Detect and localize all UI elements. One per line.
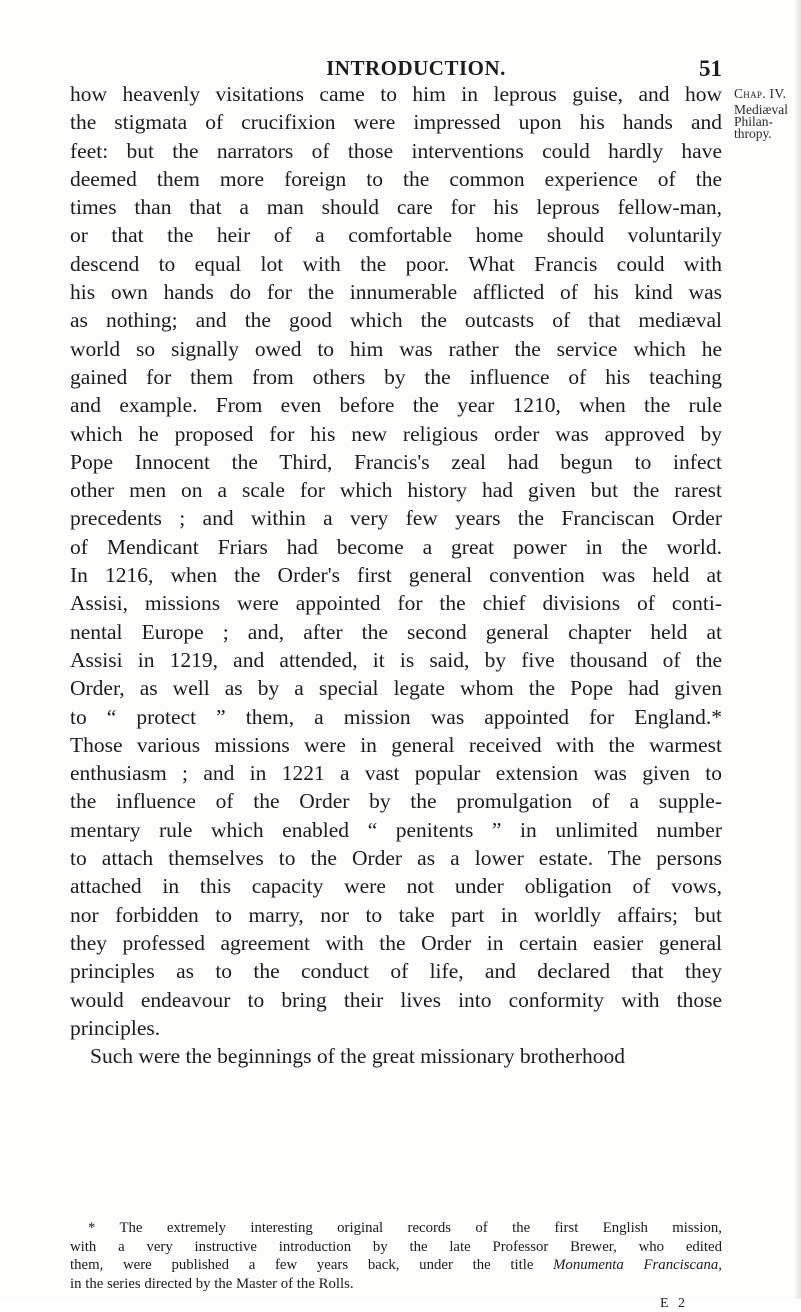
- margin-note: [734, 88, 796, 140]
- running-head-title: INTRODUCTION.: [326, 56, 506, 80]
- text-line: descend to equal lot with the poor. What Francis could with: [70, 251, 722, 276]
- text-line: Assisi, missions were appointed for the chief divisions of conti-: [70, 591, 722, 616]
- text-line: which he proposed for his new religious order was approved by: [70, 421, 722, 446]
- text-line: his own hands do for the innumerable afflicted of his kind was: [70, 280, 722, 305]
- footnote: [70, 1219, 722, 1293]
- text-line: and example. From even before the year 1210, when the rule: [70, 393, 722, 418]
- text-line: or that the heir of a comfortable home should voluntarily: [70, 223, 722, 248]
- text-line: nental Europe ; and, after the second general chapter held at: [70, 619, 722, 644]
- text-line: of Mendicant Friars had become a great power in the world.: [70, 534, 722, 559]
- text-line: mentary rule which enabled “ penitents ” in unlimited number: [70, 817, 722, 842]
- text-line: attached in this capacity were not under obligation of vows,: [70, 874, 722, 899]
- text-line: deemed them more foreign to the common experience of the: [70, 166, 722, 191]
- signature-mark: E 2: [660, 1296, 689, 1311]
- text-line: nor forbidden to marry, nor to take part in worldly affairs; but: [70, 902, 722, 927]
- footnote-text: them, were published a few years back, under the title: [70, 1257, 554, 1273]
- text-line: enthusiasm ; and in 1221 a vast popular extension was given to: [70, 761, 722, 786]
- margin-note-line: Philan-: [734, 114, 773, 129]
- text-line: would endeavour to bring their lives into conformity with those: [70, 987, 722, 1012]
- footnote-book-title: Monumenta Franciscana,: [553, 1257, 722, 1273]
- footnote-line: [70, 1256, 722, 1275]
- margin-note-line: Mediæval: [734, 102, 788, 117]
- margin-note-chapter: Chap. IV.: [734, 86, 787, 101]
- text-line: as nothing; and the good which the outcasts of that mediæval: [70, 308, 722, 333]
- text-line: world so signally owed to him was rather the service which he: [70, 336, 722, 361]
- text-line: Those various missions were in general received with the warmest: [70, 732, 722, 757]
- text-line: feet: but the narrators of those interventions could hardly have: [70, 138, 722, 163]
- page-edge: [795, 0, 801, 1299]
- text-line: to “ protect ” them, a mission was appointed for England.*: [70, 704, 722, 729]
- text-line: principles as to the conduct of life, and declared that they: [70, 959, 722, 984]
- text-line: they professed agreement with the Order in certain easier general: [70, 930, 722, 955]
- text-line: to attach themselves to the Order as a lower estate. The persons: [70, 846, 722, 871]
- text-line: the influence of the Order by the promulgation of a supple-: [70, 789, 722, 814]
- text-line: In 1216, when the Order's first general convention was held at: [70, 563, 722, 588]
- text-line: Order, as well as by a special legate whom the Pope had given: [70, 676, 722, 701]
- text-line: precedents ; and within a very few years the Franciscan Order: [70, 506, 722, 531]
- text-line: gained for them from others by the influence of his teaching: [70, 364, 722, 389]
- footnote-line: in the series directed by the Master of the Rolls.: [70, 1275, 354, 1292]
- text-line: Pope Innocent the Third, Francis's zeal had begun to infect: [70, 449, 722, 474]
- text-line: the stigmata of crucifixion were impressed upon his hands and: [70, 110, 722, 135]
- text-line: how heavenly visitations came to him in leprous guise, and how: [70, 82, 722, 106]
- text-line: Assisi in 1219, and attended, it is said, by five thousand of the: [70, 647, 722, 672]
- page-number: 51: [699, 56, 722, 81]
- text-line: times than that a man should care for his leprous fellow-man,: [70, 195, 722, 220]
- margin-note-line: thropy.: [734, 126, 772, 141]
- footnote-line: * The extremely interesting original records of the first English mission,: [88, 1220, 722, 1236]
- text-line: other men on a scale for which history had given but the rarest: [70, 478, 722, 503]
- body-text: [70, 80, 722, 1070]
- text-line: Such were the beginnings of the great missionary brotherhood: [90, 1044, 625, 1069]
- text-line: principles.: [70, 1015, 161, 1040]
- footnote-line: with a very instructive introduction by the late Professor Brewer, who edited: [70, 1238, 722, 1255]
